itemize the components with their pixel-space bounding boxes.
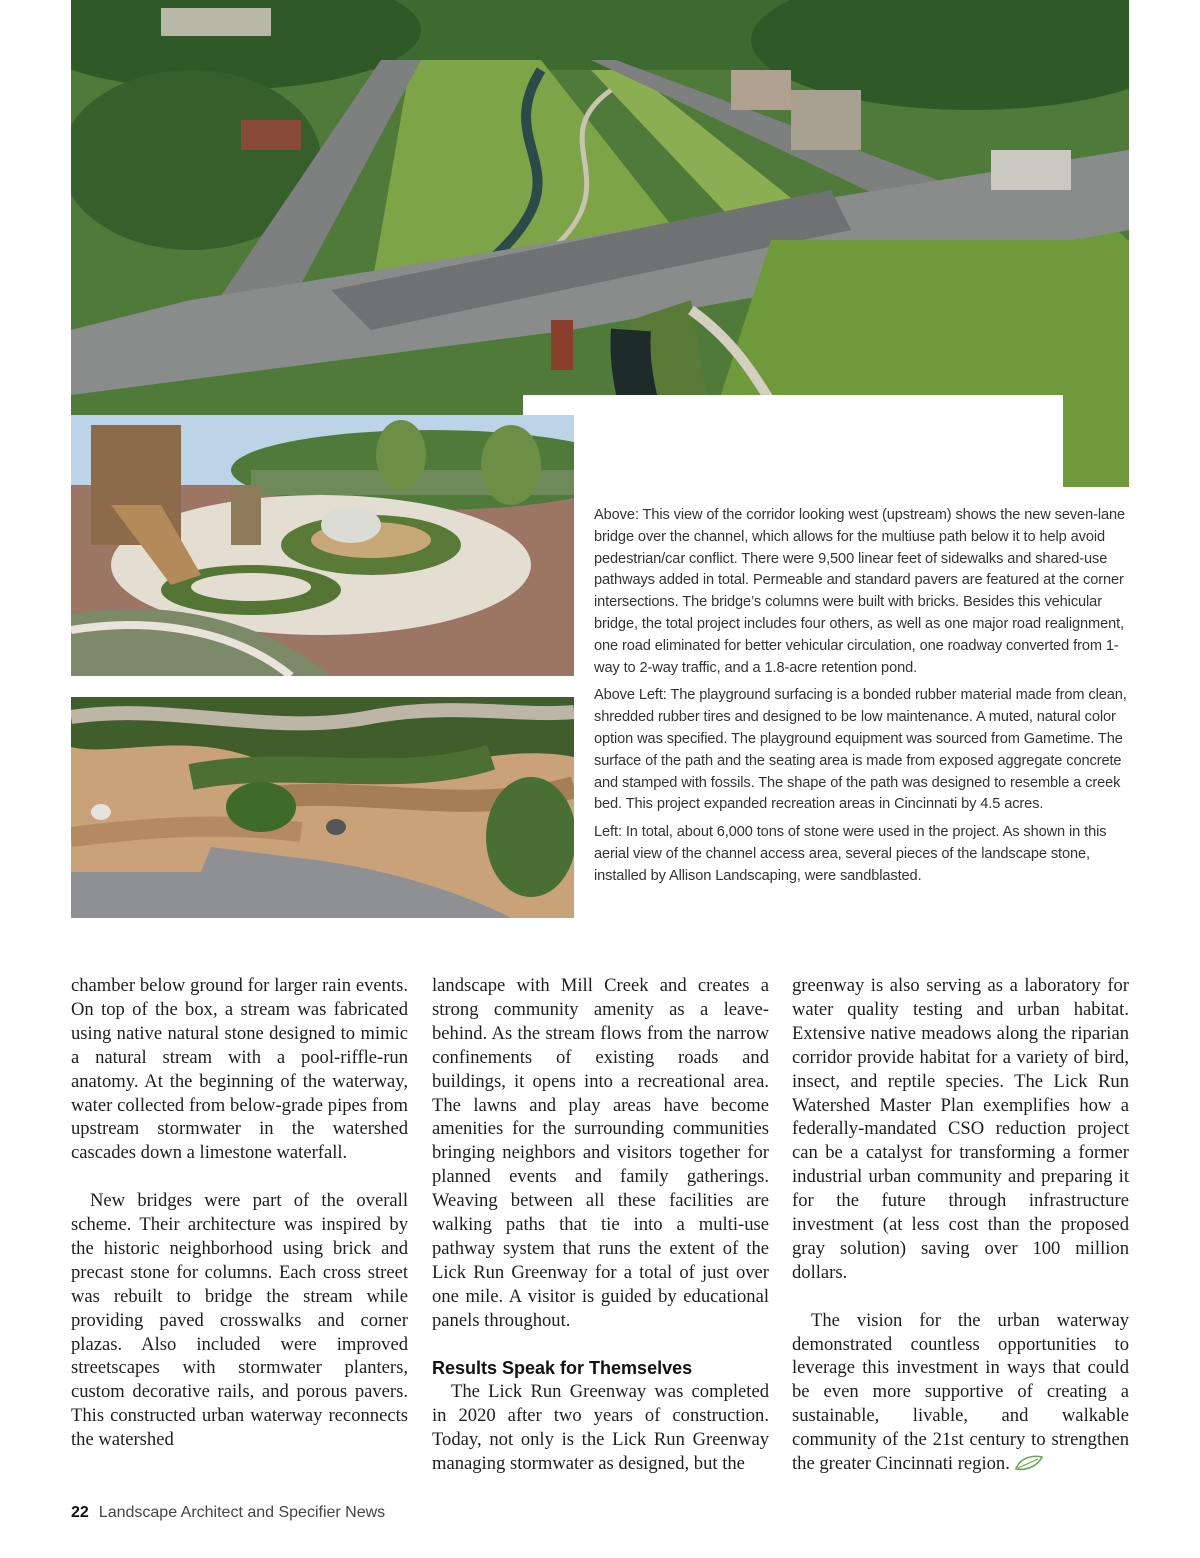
caption-above: Above: This view of the corridor looking west (upstream) shows the new seven-lane bridge over the channel, which allows for the multiuse path below it to help avoid pedestrian/car conflict. There were 9,500 linear feet of sidewalks and shared-use pathways added in total. Permeable and standard pavers are featured at the corner intersections. The bridge’s columns were built with bricks. Besides this vehicular bridge, the total project includes four others, as well as one major road realignment, one road eliminated for better vehicular circulation, one roadway converted from 1-way to 2-way traffic, and a 1.8-acre retention pond. xyxy=(594,507,1126,676)
article-column-2 xyxy=(432,974,769,1476)
col1-paragraph-2: New bridges were part of the overall scheme. Their architecture was inspired by the historic neighborhood using brick and precast stone for columns. Each cross street was rebuilt to bridge the stream while providing paved crosswalks and corner plazas. Also included were improved streetscapes with stormwater planters, custom decorative rails, and porous pavers. This constructed urban waterway reconnects the watershed xyxy=(71,1190,408,1451)
leaf-end-mark-icon xyxy=(1014,1455,1044,1471)
photo-captions xyxy=(594,505,1134,894)
caption-above-left: Above Left: The playground surfacing is a bonded rubber material made from clean, shredded rubber tires and designed to be low maintenance. A muted, natural color option was specified. The playground equipment was sourced from Gametime. The surface of the path and the seating area is made from exposed aggregate concrete and stamped with fossils. The shape of the path was designed to resemble a creek bed. This project expanded recreation areas in Cincinnati by 4.5 acres. xyxy=(594,687,1127,813)
col3-paragraph-1: greenway is also serving as a laboratory for water quality testing and urban habitat. Extensive native meadows along the riparian corridor provide habitat for a variety of bird, insect, and reptile species. The Lick Run Watershed Master Plan exemplifies how a federally-mandated CSO reduction project can be a catalyst for transforming a former industrial urban community and preparing it for the future through infrastructure investment (at less cost than the proposed gray solution) saving over 100 million dollars. xyxy=(792,975,1129,1283)
playground-photo xyxy=(71,415,574,676)
caption-left: Left: In total, about 6,000 tons of stone were used in the project. As shown in this aerial view of the channel access area, several pieces of the landscape stone, installed by Allison Landscaping, were sandblasted. xyxy=(594,824,1107,884)
col3-paragraph-2: The vision for the urban waterway demonstrated countless opportunities to leverage this investment in ways that could be even more supportive of creating a sustainable, livable, and walkable community of the 21st century to strengthen the greater Cincinnati region. xyxy=(792,1309,1129,1475)
section-subhead: Results Speak for Themselves xyxy=(432,1358,693,1379)
col2-paragraph-2: The Lick Run Greenway was completed in 2020 after two years of construction. Today, not only is the Lick Run Greenway managing stormwater as designed, but the xyxy=(432,1381,769,1475)
article-column-3 xyxy=(792,974,1129,1476)
publication-name: Landscape Architect and Specifier News xyxy=(98,1504,386,1521)
article-column-1 xyxy=(71,974,408,1452)
stone-channel-photo xyxy=(71,697,574,918)
page-number: 22 xyxy=(71,1504,89,1521)
col2-paragraph-1: landscape with Mill Creek and creates a strong community amenity as a leave-behind. As the stream flows from the narrow confinements of existing roads and buildings, it opens into a recreational area. The lawns and play areas have become amenities for the surrounding communities bringing neighbors and visitors together for planned events and family gatherings. Weaving between all these facilities are walking paths that tie into a multi-use pathway system that runs the extent of the Lick Run Greenway for a total of just over one mile. A visitor is guided by educational panels throughout. xyxy=(432,975,769,1331)
page-footer xyxy=(71,1504,385,1522)
col1-paragraph-1: chamber below ground for larger rain events. On top of the box, a stream was fabricated using native natural stone designed to mimic a natural stream with a pool-riffle-run anatomy. At the beginning of the waterway, water collected from below-grade pipes from upstream stormwater in the watershed cascades down a limestone waterfall. xyxy=(71,975,408,1164)
